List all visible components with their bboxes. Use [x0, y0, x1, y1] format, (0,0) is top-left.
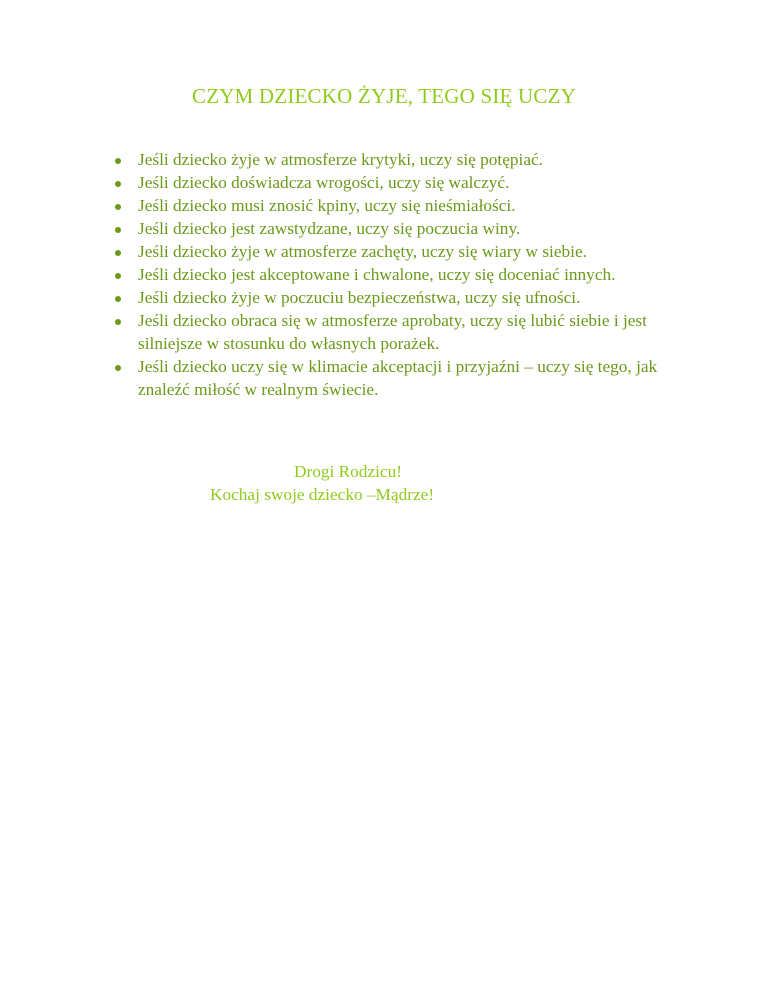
- bullet-icon: [115, 204, 121, 210]
- list-item: [118, 194, 678, 217]
- bullet-icon: [115, 319, 121, 325]
- list-item-text: Jeśli dziecko jest akceptowane i chwalone, uczy się doceniać innych.: [138, 265, 616, 284]
- list-item: [118, 217, 678, 240]
- list-item: [118, 171, 678, 194]
- list-item: [118, 240, 678, 263]
- list-item: [118, 309, 678, 355]
- closing-greeting: Drogi Rodzicu!: [294, 462, 402, 481]
- bullet-list: [118, 148, 678, 401]
- list-item-text: Jeśli dziecko doświadcza wrogości, uczy się walczyć.: [138, 173, 510, 192]
- bullet-icon: [115, 158, 121, 164]
- bullet-icon: [115, 181, 121, 187]
- list-item-text: Jeśli dziecko uczy się w klimacie akceptacji i przyjaźni – uczy się tego, jak znaleźć miłość w realnym świecie.: [138, 357, 658, 399]
- bullet-icon: [115, 296, 121, 302]
- page-title: CZYM DZIECKO ŻYJE, TEGO SIĘ UCZY: [192, 84, 576, 108]
- bullet-icon: [115, 227, 121, 233]
- bullet-icon: [115, 273, 121, 279]
- list-item-text: Jeśli dziecko obraca się w atmosferze aprobaty, uczy się lubić siebie i jest silniejsze w stosunku do własnych porażek.: [138, 311, 647, 353]
- list-item: [118, 286, 678, 309]
- list-item-text: Jeśli dziecko żyje w atmosferze krytyki, uczy się potępiać.: [138, 150, 543, 169]
- list-item: [118, 355, 678, 401]
- closing-appeal: Kochaj swoje dziecko –Mądrze!: [210, 485, 435, 504]
- list-item: [118, 148, 678, 171]
- list-item-text: Jeśli dziecko żyje w poczuciu bezpieczeństwa, uczy się ufności.: [138, 288, 581, 307]
- list-item: [118, 263, 678, 286]
- list-item-text: Jeśli dziecko jest zawstydzane, uczy się poczucia winy.: [138, 219, 521, 238]
- bullet-icon: [115, 250, 121, 256]
- list-item-text: Jeśli dziecko musi znosić kpiny, uczy się nieśmiałości.: [138, 196, 516, 215]
- list-item-text: Jeśli dziecko żyje w atmosferze zachęty, uczy się wiary w siebie.: [138, 242, 587, 261]
- bullet-icon: [115, 365, 121, 371]
